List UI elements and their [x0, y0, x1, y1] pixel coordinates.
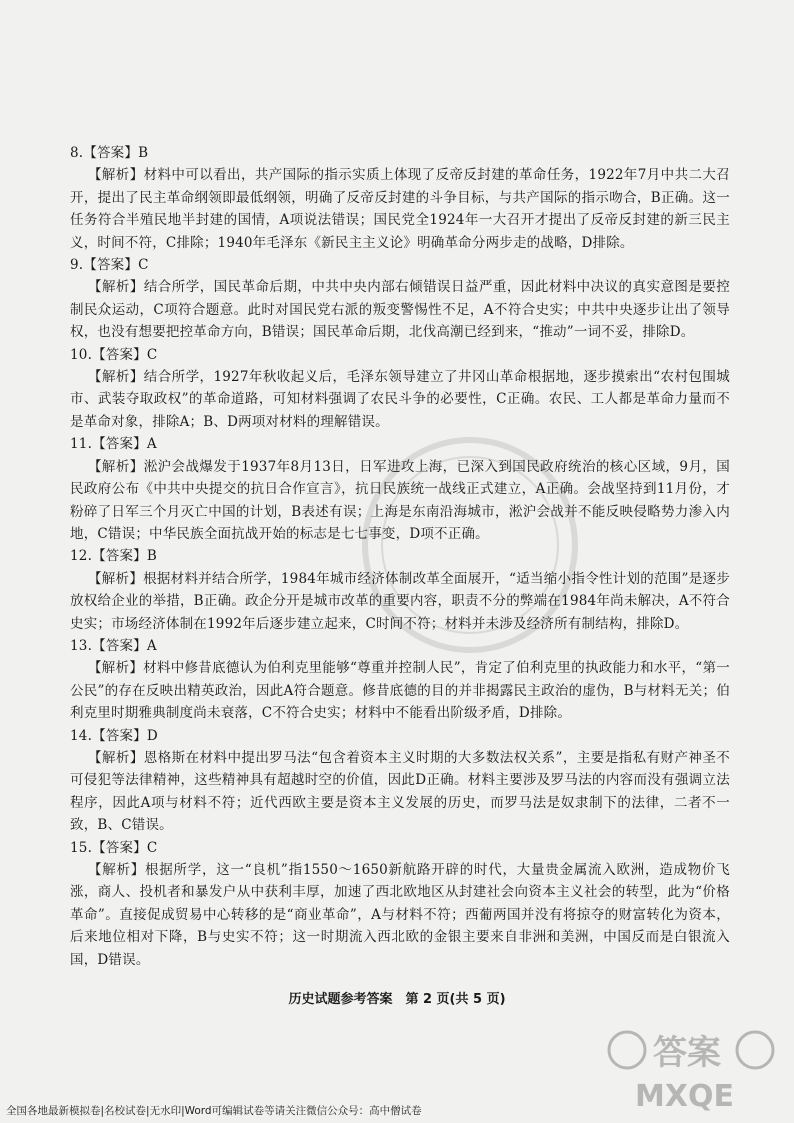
answer-label: 15.【答案】C: [70, 839, 158, 856]
analysis-text: 【解析】材料中修昔底德认为伯利克里能够“尊重并控制人民”，肯定了伯利克里的执政能力和水平，“第一公民”的存在反映出精英政治，因此A符合题意。修昔底德的目的并非揭露民主政治的虚伪，B与材料无关；伯利克里时期雅典制度尚未衰落，C不符合史实；材料中不能看出阶级矛盾，D排除。: [70, 660, 730, 722]
answer-label: 13.【答案】A: [70, 637, 157, 654]
answer-item: [70, 837, 730, 971]
answer-label: 11.【答案】A: [70, 436, 157, 453]
bottom-note: 全国各地最新模拟卷|名校试卷|无水印|Word可编辑试卷等请关注微信公众号：高中僧试卷: [6, 1105, 422, 1117]
svg-text:MXQE: MXQE: [635, 1079, 734, 1114]
analysis-text: 【解析】恩格斯在材料中提出罗马法“包含着资本主义时期的大多数法权关系”，主要是指私有财产神圣不可侵犯等法律精神，这些精神具有超越时空的价值，因此D正确。材料主要涉及罗马法的内容而没有强调立法程序，因此A项与材料不符；近代西欧主要是资本主义发展的历史，而罗马法是奴隶制下的法律，二者不一致，B、C错误。: [70, 749, 730, 834]
answer-label: 8.【答案】B: [70, 145, 149, 161]
answer-label: 10.【答案】C: [70, 346, 158, 363]
analysis-text: 【解析】结合所学，国民革命后期，中共中央内部右倾错误日益严重，因此材料中决议的真实意图是要控制民众运动，C项符合题意。此时对国民党右派的叛变警惕性不足，A不符合史实；中共中央逐步让出了领导权，也没有想要把控革命方向，B错误；国民革命后期，北伐高潮已经到来，“推动”一词不妥，排除D。: [70, 279, 730, 341]
answer-label: 12.【答案】B: [70, 548, 157, 565]
analysis-text: 【解析】根据材料并结合所学，1984年城市经济体制改革全面展开，“适当缩小指令性计划的范围”是逐步放权给企业的举措，B正确。政企分开是城市改革的重要内容，职责不分的弊端在1984年尚未解决，A不符合史实；市场经济体制在1992年后逐步建立起来，C时间不符；材料并未涉及经济所有制结构，排除D。: [70, 570, 730, 632]
analysis-text: 【解析】结合所学，1927年秋收起义后，毛泽东领导建立了井冈山革命根据地，逐步摸索出“农村包围城市、武装夺取政权”的革命道路，可知材料强调了农民斗争的必要性，C正确。农民、工人都是革命力量而不是革命对象，排除A；B、D两项对材料的理解错误。: [70, 369, 730, 430]
answer-item: [70, 635, 730, 725]
analysis-text: 【解析】材料中可以看出，共产国际的指示实质上体现了反帝反封建的革命任务，1922年7月中共二大召开，提出了民主革命纲领即最低纲领，明确了反帝反封建的斗争目标，与共产国际的指示吻合，B正确。这一任务符合半殖民地半封建的国情，A项说法错误；国民党全1924年一大召开才提出了反帝反封建的新三民主义，时间不符，C排除；1940年毛泽东《新民主主义论》明确革命分两步走的战略，D排除。: [70, 167, 730, 251]
analysis-text: 【解析】淞沪会战爆发于1937年8月13日，日军进攻上海，已深入到国民政府统治的核心区域，9月，国民政府公布《中共中央提交的抗日合作宣言》，抗日民族统一战线正式建立，A正确。会战坚持到11月份，才粉碎了日军三个月灭亡中国的计划，B表述有误；上海是东南沿海城市，淞沪会战并不能反映侵略势力渗入内地，C错误；中华民族全面抗战开始的标志是七七事变，D项不正确。: [70, 458, 730, 542]
answer-label: 14.【答案】D: [70, 727, 158, 744]
answer-item: [70, 344, 730, 434]
answer-item: [70, 725, 730, 837]
answer-list: [70, 142, 730, 971]
site-logo: [605, 1020, 780, 1116]
analysis-text: 【解析】根据所学，这一“良机”指1550～1650新航路开辟的时代，大量贵金属流入欧洲，造成物价飞涨，商人、投机者和暴发户从中获利丰厚，加速了西北欧地区从封建社会向资本主义社会的转型，此为“价格革命”。直接促成贸易中心转移的是“商业革命”，A与材料不符；西葡两国并没有将掠夺的财富转化为资本，后来地位相对下降，B与史实不符；这一时期流入西北欧的金银主要来自非洲和美洲，中国反而是白银流入国，D错误。: [70, 862, 731, 968]
answer-item: [70, 142, 730, 254]
answer-item: [70, 433, 730, 545]
page-footer: 历史试题参考答案 第 2 页(共 5 页): [288, 992, 506, 1007]
answer-item: [70, 545, 730, 635]
svg-text:答案: 答案: [653, 1033, 721, 1073]
answer-label: 9.【答案】C: [70, 257, 149, 274]
answer-item: [70, 254, 730, 344]
